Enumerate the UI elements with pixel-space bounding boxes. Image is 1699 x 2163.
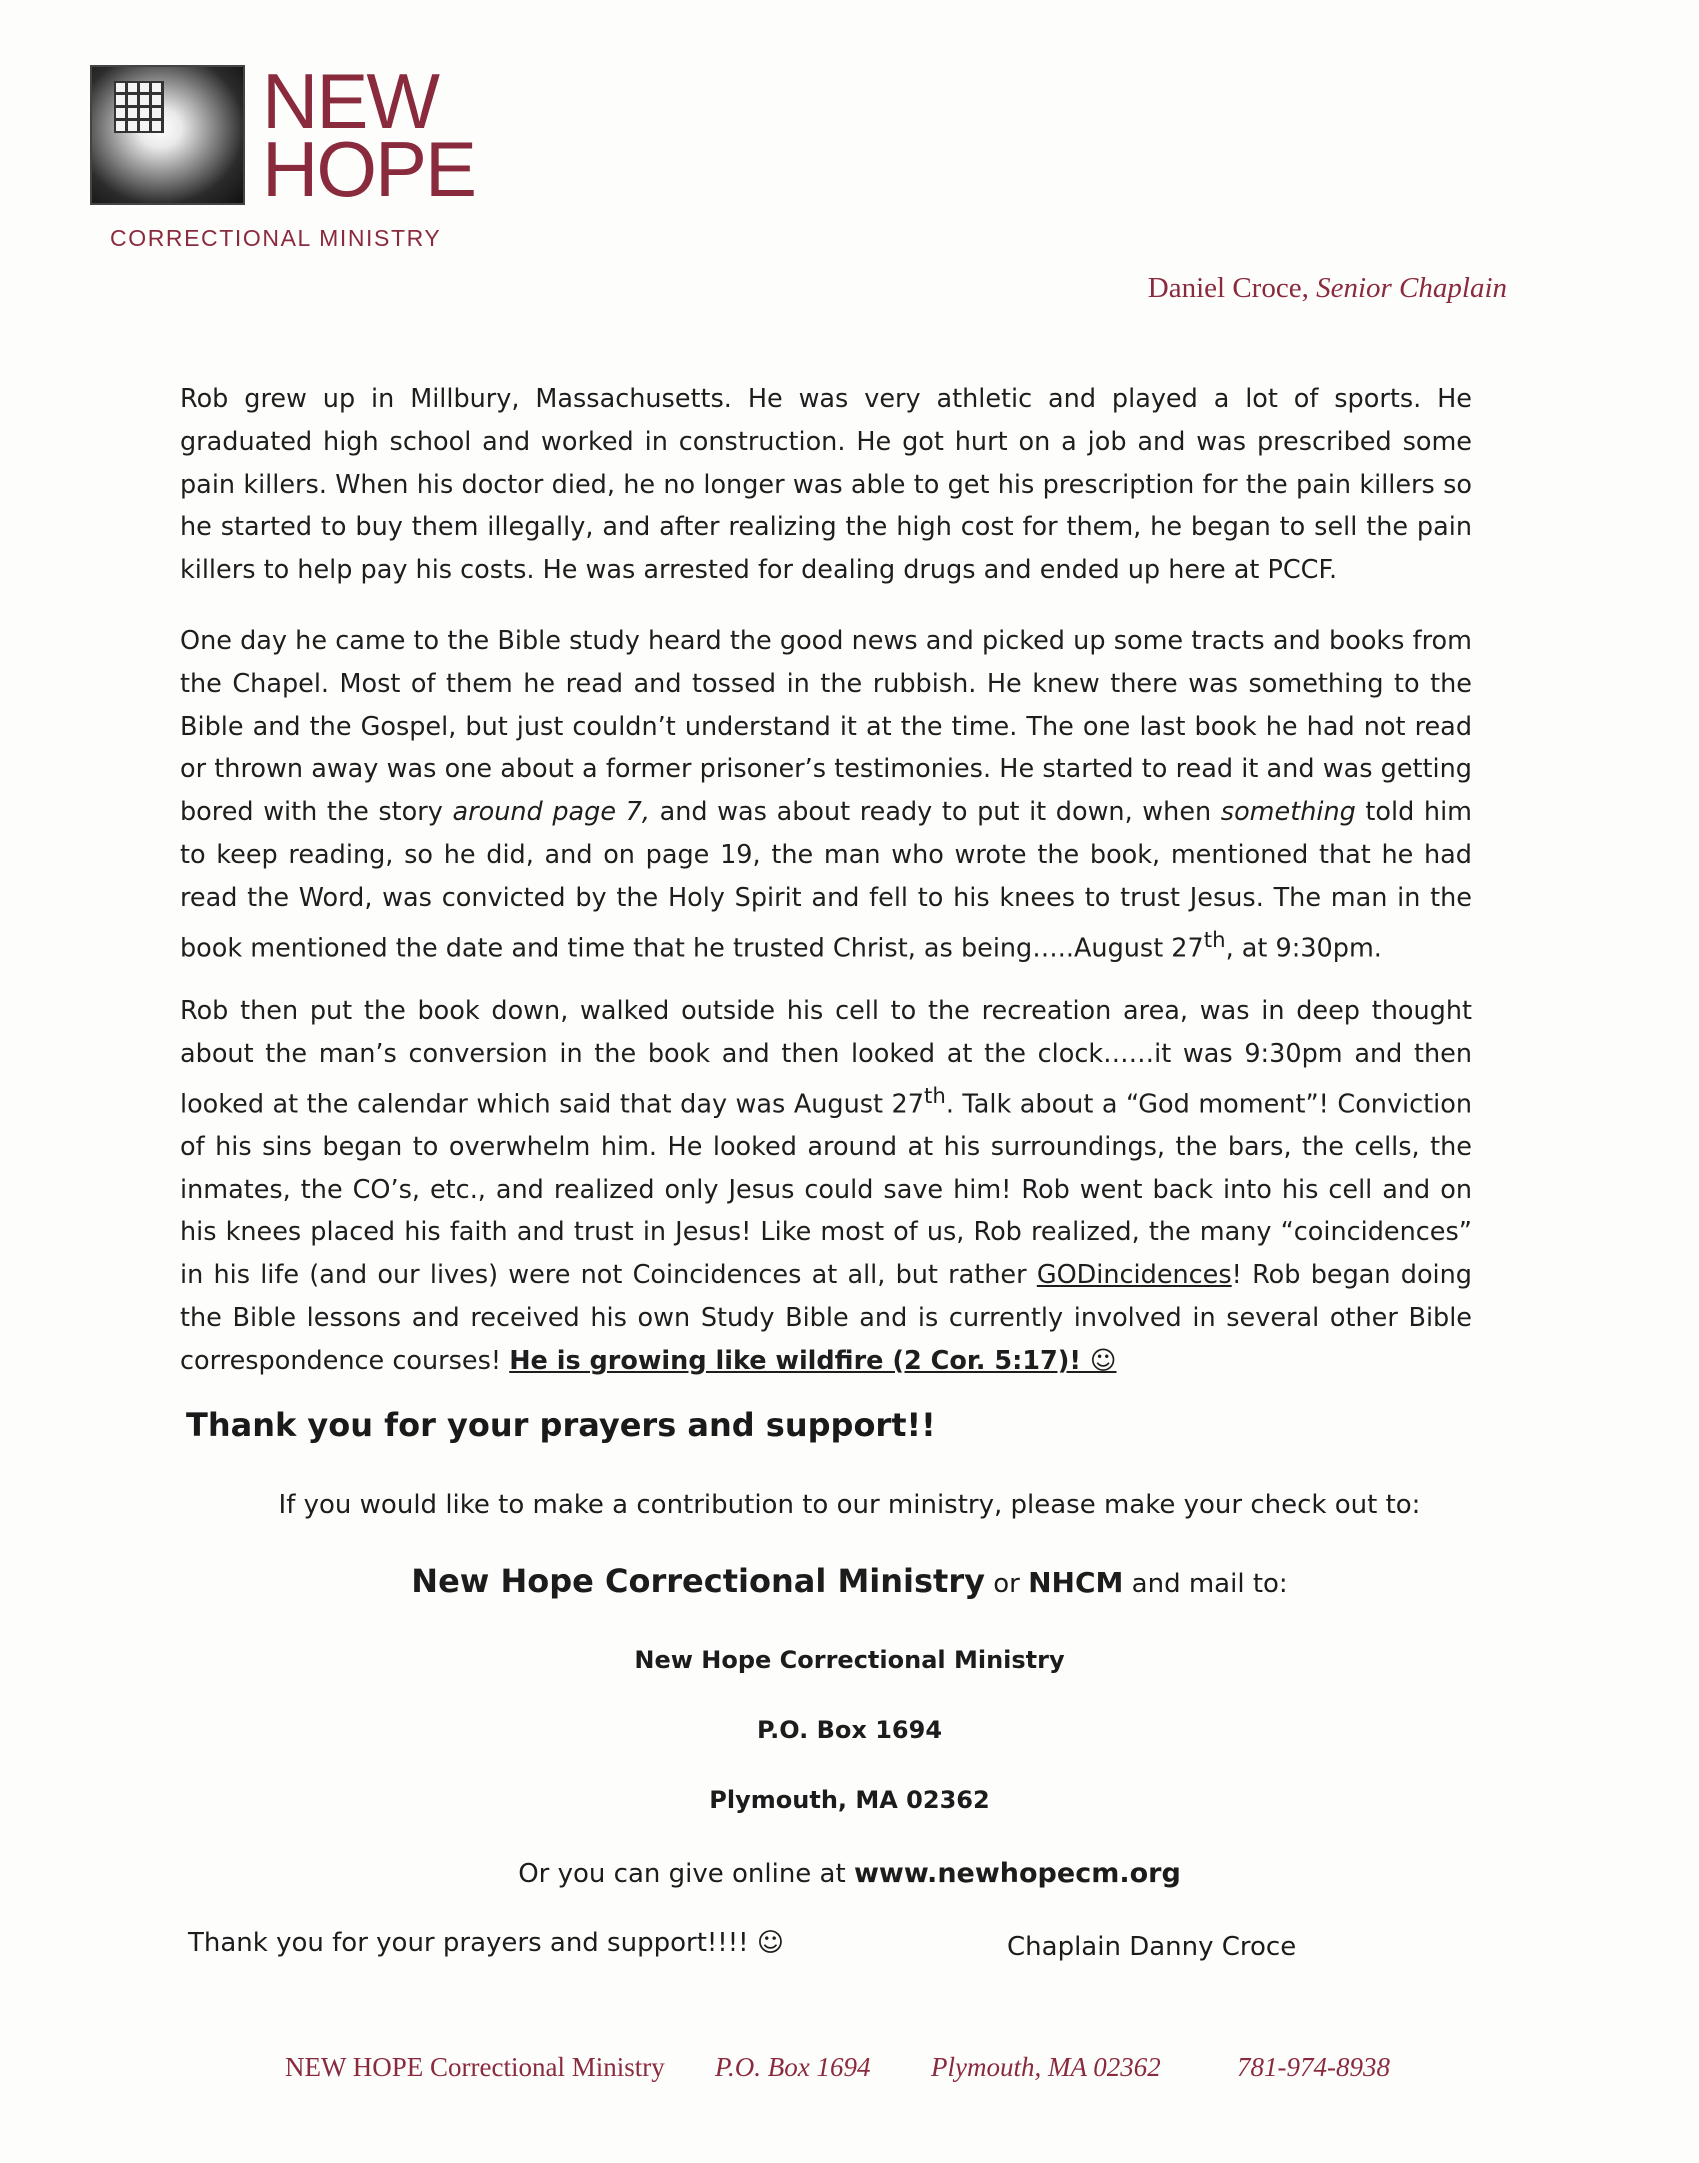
text-run: . Talk about a “God moment”! Conviction of his sins began to overwhelm him. He looked around at his surroundings, the bars, the cells, the inmates, the CO’s, etc., and realized only Jesus could save him! Rob went back into his cell and on his knees placed his faith and trust in Jesus! Like most of us, Rob realized, the many “coincidences” in his life (and our lives) were not Coincidences at all, but rather [180, 1089, 1473, 1291]
signature-name: Chaplain Danny Croce [1007, 1932, 1297, 1962]
superscript: th [1203, 927, 1226, 953]
chaplain-name: Daniel Croce, [1147, 272, 1309, 304]
payee-name: New Hope Correctional Ministry [411, 1562, 985, 1600]
story-paragraph-1: Rob grew up in Millbury, Massachusetts. He was very athletic and played a lot of sports. He graduated high school and worked in construction. He got hurt on a job and was prescribed some pain killers. When his doctor died, he no longer was able to get his prescription for the pain killers so he started to buy them illegally, and after realizing the high cost for them, he began to sell the pain killers to help pay his costs. He was arrested for dealing drugs and ended up here at PCCF. [180, 384, 1472, 586]
prison-window-icon [90, 65, 245, 205]
footer-city: Plymouth, MA 02362 [931, 2052, 1161, 2082]
online-url: www.newhopecm.org [853, 1858, 1181, 1889]
logo-word-new: NEW [262, 57, 438, 145]
story-paragraph-3 [180, 990, 1472, 1383]
text-run: One day he came to the Bible study heard the good news and picked up some tracts and books from the Chapel. Most of them he read and tossed in the rubbish. He knew there was something to the Bible and the Gospel, but just couldn’t understand it at the time. The one last book he had not read or thrown away was one about a former prisoner’s testimonies. He started to read it and was getting bored with the story [180, 626, 1472, 828]
payee-mail: and mail to: [1123, 1569, 1288, 1599]
address-box [0, 1716, 1699, 1744]
payee-or: or [984, 1569, 1029, 1599]
godincidences-underlined: GODincidences [1036, 1260, 1232, 1291]
ministry-logo [90, 57, 490, 252]
online-text: Or you can give online at [518, 1859, 854, 1889]
payee-abbr: NHCM [1028, 1566, 1124, 1599]
closing-thanks: Thank you for your prayers and support!!!! ☺ [188, 1928, 784, 1958]
growing-like-wildfire: He is growing like wildfire (2 Cor. 5:17)! ☺ [509, 1345, 1117, 1376]
footer-box: P.O. Box 1694 [715, 2052, 871, 2082]
text-run: ! Rob began doing the Bible lessons and received his own Study Bible and is currently involved in several other Bible correspondence courses! [180, 1260, 1472, 1376]
italic-run: around page 7, [452, 797, 650, 828]
logo-word-hope: HOPE [262, 125, 476, 213]
text-run: and was about ready to put it down, when [649, 797, 1221, 828]
barred-window-icon [114, 81, 164, 133]
online-giving [0, 1858, 1699, 1889]
chaplain-title: Senior Chaplain [1316, 272, 1507, 304]
address-city-text: Plymouth, MA 02362 [709, 1786, 990, 1814]
thanks-heading: Thank you for your prayers and support!! [186, 1406, 936, 1444]
chaplain-header [1148, 272, 1507, 305]
address-name-text: New Hope Correctional Ministry [634, 1646, 1065, 1674]
letterhead-footer [285, 2052, 1435, 2092]
address-city [0, 1786, 1699, 1814]
italic-run: something [1220, 797, 1356, 828]
text-run: told him to keep reading, so he did, and on page 19, the man who wrote the book, mentioned that he had read the Word, was convicted by the Holy Spirit and fell to his knees to trust Jesus. The man in the book mentioned the date and time that he trusted Christ, as being…..August 27 [180, 797, 1473, 964]
footer-phone: 781-974-8938 [1237, 2052, 1390, 2082]
logo-subtitle: CORRECTIONAL MINISTRY [110, 225, 442, 251]
payee-line [0, 1562, 1699, 1600]
story-paragraph-2 [180, 620, 1472, 970]
footer-org: NEW HOPE Correctional Ministry [285, 2052, 665, 2082]
text-run: , at 9:30pm. [1225, 933, 1382, 964]
contribution-text: If you would like to make a contribution to our ministry, please make your check out to: [278, 1490, 1421, 1520]
text-run: Rob then put the book down, walked outside his cell to the recreation area, was in deep thought about the man’s conversion in the book and then looked at the clock……it was 9:30pm and then looked at the calendar which said that day was August 27 [180, 996, 1472, 1120]
address-name [0, 1646, 1699, 1674]
superscript: th [924, 1083, 946, 1109]
address-box-text: P.O. Box 1694 [756, 1716, 943, 1744]
